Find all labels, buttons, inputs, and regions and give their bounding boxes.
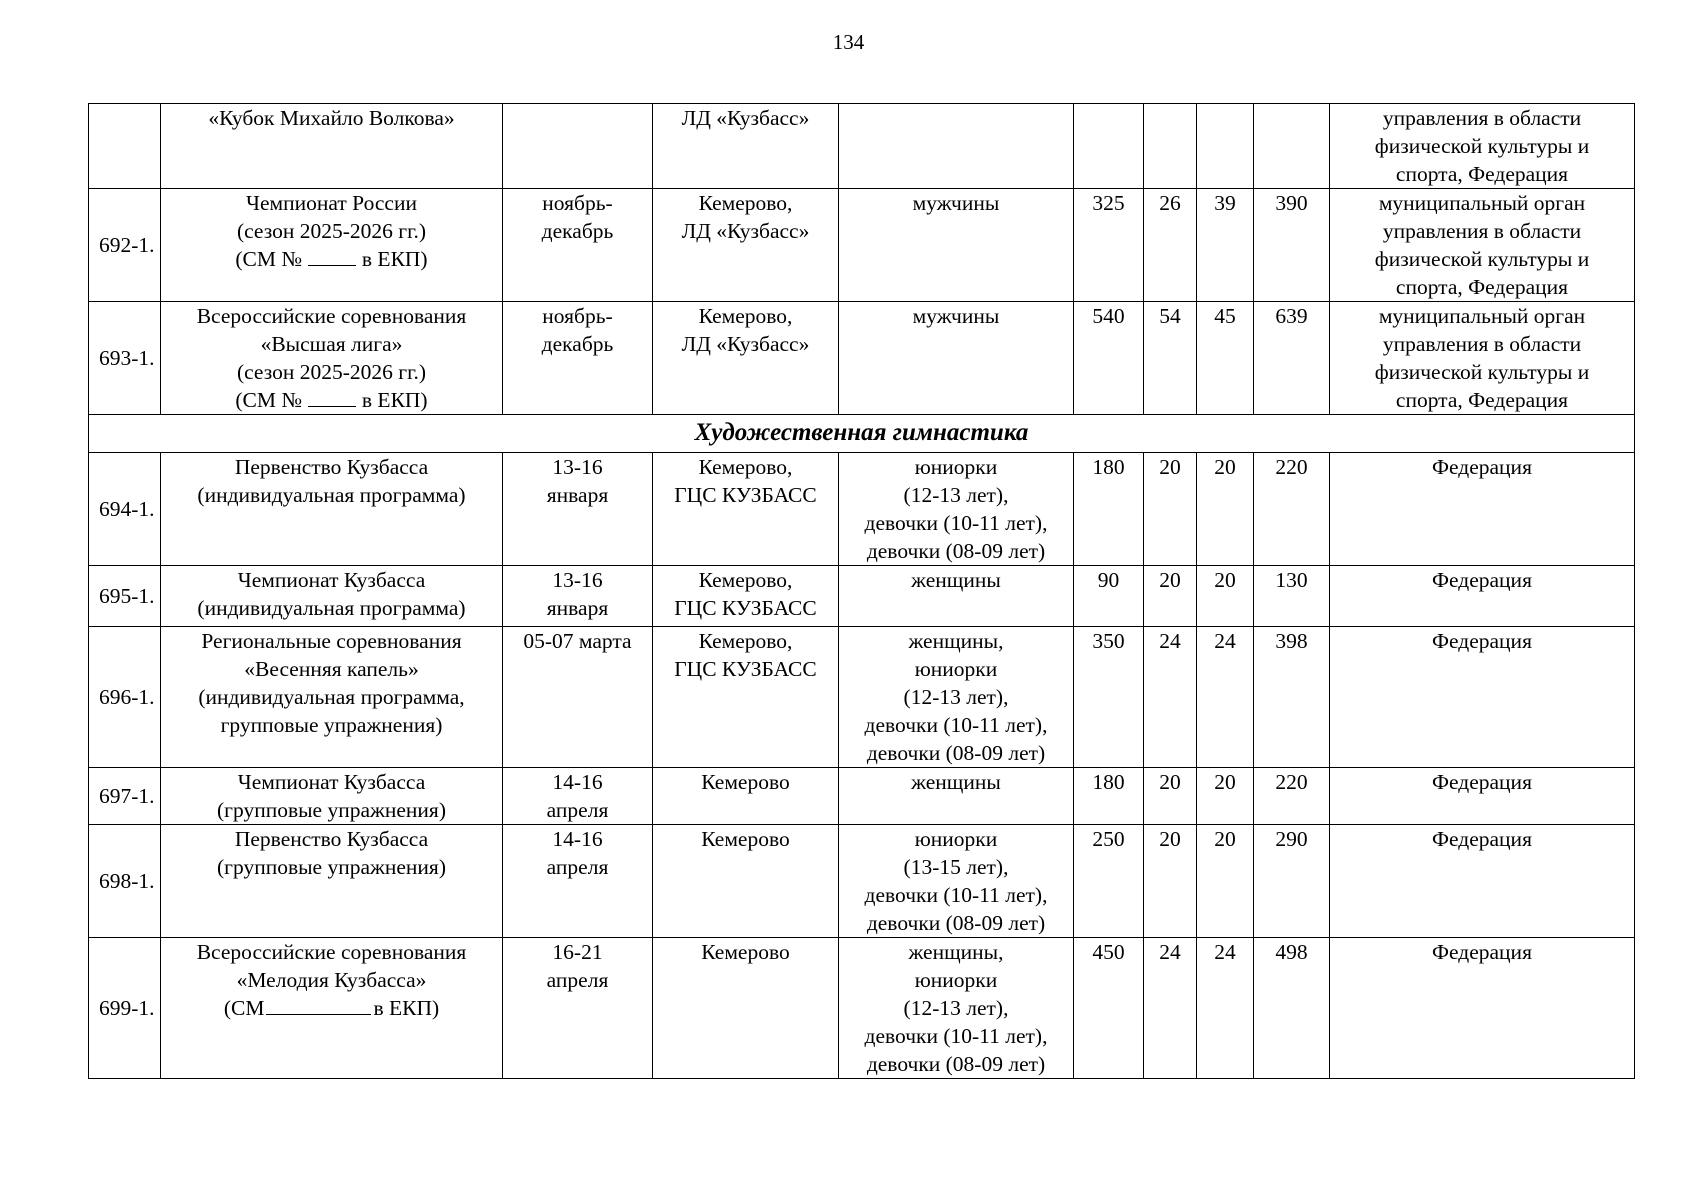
date-line: ноябрь-	[542, 191, 613, 215]
cell-organizer	[1330, 189, 1635, 302]
organizer-line: Федерация	[1432, 455, 1532, 479]
category-line: девочки (08-09 лет)	[866, 1052, 1046, 1076]
cell-count-1: 325	[1074, 189, 1144, 302]
cell-count-3: 20	[1197, 825, 1254, 938]
cell-total: 130	[1254, 566, 1330, 627]
cell-count-3: 20	[1197, 768, 1254, 825]
place-line: ЛД «Кузбасс»	[681, 219, 810, 243]
cell-total: 398	[1254, 627, 1330, 768]
organizer-line: спорта, Федерация	[1395, 275, 1569, 299]
event-name-line: Первенство Кузбасса	[234, 827, 429, 851]
cell-count-1: 180	[1074, 768, 1144, 825]
ekp-suffix: в ЕКП)	[361, 247, 428, 271]
cell-organizer	[1330, 825, 1635, 938]
place-line: Кемерово	[701, 770, 790, 794]
place-line: ЛД «Кузбасс»	[681, 332, 810, 356]
cell-num: 692-1.	[89, 189, 161, 302]
date-line: 13-16	[552, 568, 603, 592]
category-line: девочки (08-09 лет)	[866, 741, 1046, 765]
cell-date	[503, 453, 653, 566]
cell-category	[839, 627, 1074, 768]
cell-event-name	[161, 627, 503, 768]
organizer-line: управления в области	[1382, 106, 1582, 130]
cell-count-1: 450	[1074, 938, 1144, 1079]
cell-organizer	[1330, 302, 1635, 415]
cell-count-1: 180	[1074, 453, 1144, 566]
table-row	[89, 302, 1635, 415]
event-name-line: Региональные соревнования	[201, 629, 462, 653]
cell-count-3: 20	[1197, 453, 1254, 566]
cell-count-2: 20	[1144, 566, 1197, 627]
category-line: женщины,	[908, 629, 1004, 653]
cell-place	[653, 825, 839, 938]
category-line: (12-13 лет),	[903, 483, 1009, 507]
page-number: 134	[832, 30, 865, 54]
place-line: Кемерово,	[698, 629, 793, 653]
place-line: Кемерово,	[698, 304, 793, 328]
event-name-line: «Мелодия Кузбасса»	[236, 968, 427, 992]
cell-date	[503, 825, 653, 938]
cell-place	[653, 453, 839, 566]
cell-organizer	[1330, 566, 1635, 627]
category-line: юниорки	[914, 827, 998, 851]
date-line: января	[546, 483, 609, 507]
cell-count-3: 39	[1197, 189, 1254, 302]
cell-count-2: 24	[1144, 938, 1197, 1079]
place-line: Кемерово,	[698, 191, 793, 215]
cell-event-name	[161, 825, 503, 938]
event-name-line: Первенство Кузбасса	[234, 455, 429, 479]
event-name-line: «Весенняя капель»	[244, 657, 419, 681]
category-line: мужчины	[912, 191, 1000, 215]
cell-place	[653, 302, 839, 415]
cell-category	[839, 768, 1074, 825]
category-line: (12-13 лет),	[903, 685, 1009, 709]
cell-place	[653, 104, 839, 189]
cell-count-2: 20	[1144, 453, 1197, 566]
event-name-line: (групповые упражнения)	[217, 855, 446, 879]
table-row	[89, 627, 1635, 768]
date-line: 14-16	[552, 770, 603, 794]
organizer-line: спорта, Федерация	[1395, 388, 1569, 412]
event-name-line: (сезон 2025-2026 гг.)	[236, 360, 427, 384]
cell-category	[839, 302, 1074, 415]
cell-event-name	[161, 104, 503, 189]
cell-total: 290	[1254, 825, 1330, 938]
cell-place	[653, 189, 839, 302]
category-line: (12-13 лет),	[903, 996, 1009, 1020]
cell-event-name	[161, 189, 503, 302]
cell-count-3	[1197, 104, 1254, 189]
cell-count-2: 26	[1144, 189, 1197, 302]
cell-place	[653, 768, 839, 825]
table-row-continued	[89, 104, 1635, 189]
cell-event-name	[161, 453, 503, 566]
cell-organizer	[1330, 453, 1635, 566]
event-name-line: Всероссийские соревнования	[196, 940, 467, 964]
cell-count-1	[1074, 104, 1144, 189]
place-line: ГЦС КУЗБАСС	[674, 596, 817, 620]
date-line: апреля	[546, 855, 609, 879]
ekp-line	[163, 245, 500, 273]
event-name-line: (сезон 2025-2026 гг.)	[236, 219, 427, 243]
organizer-line: муниципальный орган	[1378, 304, 1586, 328]
ekp-prefix: (СМ	[223, 996, 265, 1020]
cell-count-1: 350	[1074, 627, 1144, 768]
event-name-line: Чемпионат Кузбасса	[237, 770, 426, 794]
organizer-line: Федерация	[1432, 770, 1532, 794]
place-line: ГЦС КУЗБАСС	[674, 483, 817, 507]
cell-total: 220	[1254, 453, 1330, 566]
cell-num: 699-1.	[89, 938, 161, 1079]
cell-organizer	[1330, 768, 1635, 825]
cell-organizer	[1330, 627, 1635, 768]
cell-num: 693-1.	[89, 302, 161, 415]
date-line: декабрь	[541, 219, 614, 243]
table-row	[89, 825, 1635, 938]
cell-event-name	[161, 938, 503, 1079]
table-row	[89, 566, 1635, 627]
cell-num	[89, 104, 161, 189]
cell-count-2: 24	[1144, 627, 1197, 768]
cell-category	[839, 189, 1074, 302]
cell-total: 639	[1254, 302, 1330, 415]
category-line: юниорки	[914, 657, 998, 681]
events-table	[88, 103, 1635, 1079]
cell-category	[839, 938, 1074, 1079]
place-line: ЛД «Кузбасс»	[681, 106, 810, 130]
place-line: Кемерово	[701, 827, 790, 851]
date-line: 14-16	[552, 827, 603, 851]
category-line: (13-15 лет),	[903, 855, 1009, 879]
organizer-line: Федерация	[1432, 568, 1532, 592]
cell-num: 698-1.	[89, 825, 161, 938]
category-line: девочки (10-11 лет),	[864, 1024, 1048, 1048]
cell-organizer	[1330, 938, 1635, 1079]
event-name-line: (индивидуальная программа,	[198, 685, 465, 709]
ekp-prefix: (СМ №	[235, 247, 302, 271]
category-line: юниорки	[914, 455, 998, 479]
cell-category	[839, 825, 1074, 938]
cell-count-2: 20	[1144, 825, 1197, 938]
organizer-line: Федерация	[1432, 629, 1532, 653]
event-name-line: «Высшая лига»	[260, 332, 403, 356]
date-line: ноябрь-	[542, 304, 613, 328]
ekp-suffix: в ЕКП)	[361, 388, 428, 412]
date-line: декабрь	[541, 332, 614, 356]
event-name-line: (групповые упражнения)	[217, 798, 446, 822]
category-line: женщины	[911, 770, 1001, 794]
organizer-line: Федерация	[1432, 940, 1532, 964]
organizer-line: муниципальный орган	[1378, 191, 1586, 215]
category-line: девочки (10-11 лет),	[864, 713, 1048, 737]
category-line: мужчины	[912, 304, 1000, 328]
cell-place	[653, 627, 839, 768]
cell-count-3: 24	[1197, 627, 1254, 768]
cell-count-2: 54	[1144, 302, 1197, 415]
date-line: января	[546, 596, 609, 620]
date-line: 05-07 марта	[523, 629, 632, 653]
event-name-line: (индивидуальная программа)	[197, 483, 466, 507]
organizer-line: Федерация	[1432, 827, 1532, 851]
category-line: девочки (08-09 лет)	[866, 539, 1046, 563]
event-name-line: групповые упражнения)	[220, 713, 443, 737]
organizer-line: управления в области	[1382, 332, 1582, 356]
cell-date	[503, 627, 653, 768]
section-title: Художественная гимнастика	[89, 415, 1635, 453]
organizer-line: спорта, Федерация	[1395, 162, 1569, 186]
category-line: женщины	[911, 568, 1001, 592]
event-name-line: «Кубок Михайло Волкова»	[208, 106, 455, 130]
place-line: ГЦС КУЗБАСС	[674, 657, 817, 681]
cell-num: 696-1.	[89, 627, 161, 768]
place-line: Кемерово,	[698, 455, 793, 479]
cell-event-name	[161, 566, 503, 627]
date-line: 16-21	[552, 940, 603, 964]
date-line: апреля	[546, 968, 609, 992]
cell-count-1: 90	[1074, 566, 1144, 627]
table-row	[89, 768, 1635, 825]
cell-total: 390	[1254, 189, 1330, 302]
cell-date	[503, 768, 653, 825]
table-row	[89, 938, 1635, 1079]
ekp-blank	[308, 386, 356, 407]
cell-count-1: 250	[1074, 825, 1144, 938]
cell-count-3: 24	[1197, 938, 1254, 1079]
ekp-line	[163, 386, 500, 414]
cell-date	[503, 189, 653, 302]
organizer-line: физической культуры и	[1374, 360, 1590, 384]
cell-total	[1254, 104, 1330, 189]
cell-count-2: 20	[1144, 768, 1197, 825]
table-row	[89, 189, 1635, 302]
cell-num: 697-1.	[89, 768, 161, 825]
category-line: девочки (10-11 лет),	[864, 511, 1048, 535]
table-row	[89, 453, 1635, 566]
cell-date	[503, 938, 653, 1079]
section-row	[89, 415, 1635, 453]
ekp-prefix: (СМ №	[235, 388, 302, 412]
cell-count-2	[1144, 104, 1197, 189]
cell-total: 220	[1254, 768, 1330, 825]
category-line: юниорки	[914, 968, 998, 992]
event-name-line: Чемпионат Кузбасса	[237, 568, 426, 592]
cell-organizer	[1330, 104, 1635, 189]
date-line: 13-16	[552, 455, 603, 479]
cell-date	[503, 302, 653, 415]
place-line: Кемерово	[701, 940, 790, 964]
cell-place	[653, 938, 839, 1079]
cell-num: 695-1.	[89, 566, 161, 627]
event-name-line: (индивидуальная программа)	[197, 596, 466, 620]
cell-count-3: 45	[1197, 302, 1254, 415]
place-line: Кемерово,	[698, 568, 793, 592]
table-body	[89, 104, 1635, 1079]
date-line: апреля	[546, 798, 609, 822]
ekp-suffix: в ЕКП)	[373, 996, 440, 1020]
ekp-blank	[266, 994, 371, 1015]
organizer-line: управления в области	[1382, 219, 1582, 243]
cell-num: 694-1.	[89, 453, 161, 566]
cell-event-name	[161, 302, 503, 415]
cell-date	[503, 566, 653, 627]
category-line: девочки (08-09 лет)	[866, 911, 1046, 935]
ekp-line	[163, 994, 500, 1022]
category-line: женщины,	[908, 940, 1004, 964]
cell-count-3: 20	[1197, 566, 1254, 627]
cell-category	[839, 453, 1074, 566]
cell-category	[839, 104, 1074, 189]
event-name-line: Всероссийские соревнования	[196, 304, 467, 328]
cell-category	[839, 566, 1074, 627]
cell-place	[653, 566, 839, 627]
cell-count-1: 540	[1074, 302, 1144, 415]
cell-event-name	[161, 768, 503, 825]
ekp-blank	[308, 245, 356, 266]
organizer-line: физической культуры и	[1374, 134, 1590, 158]
category-line: девочки (10-11 лет),	[864, 883, 1048, 907]
cell-date	[503, 104, 653, 189]
organizer-line: физической культуры и	[1374, 247, 1590, 271]
cell-total: 498	[1254, 938, 1330, 1079]
event-name-line: Чемпионат России	[246, 191, 417, 215]
